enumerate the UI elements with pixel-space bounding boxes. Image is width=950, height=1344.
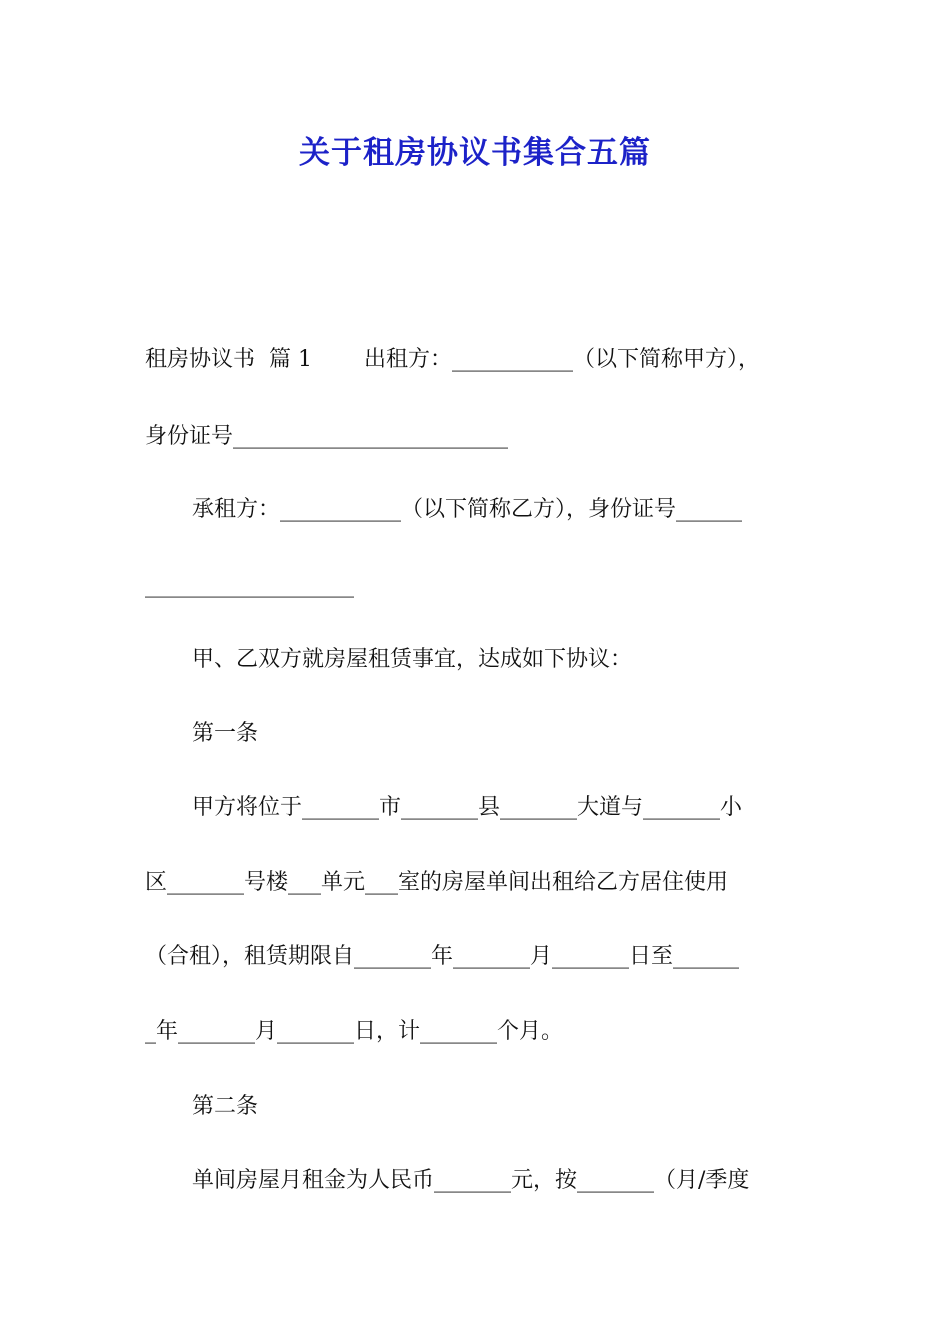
paragraph-line-3: 承租方：___________（以下简称乙方），身份证号______: [192, 497, 743, 522]
document-title: 关于租房协议书集合五篇: [299, 135, 651, 171]
section-heading: 租房协议书 篇 1: [145, 347, 312, 372]
lessor-line: 出租方：___________（以下简称甲方），: [363, 347, 760, 372]
paragraph-line-12: 单间房屋月租金为人民币_______元，按_______（月/季度: [192, 1168, 750, 1193]
paragraph-line-8: 区_______号楼___单元___室的房屋单间出租给乙方居住使用: [145, 870, 729, 895]
paragraph-line-5: 甲、乙双方就房屋租赁事宜，达成如下协议：: [192, 647, 633, 672]
paragraph-line-1: [0, 340, 950, 380]
article-heading-2: 第二条: [192, 1094, 259, 1119]
article-heading-1: 第一条: [192, 721, 259, 746]
paragraph-line-10: _年_______月_______日，计_______个月。: [145, 1019, 564, 1044]
paragraph-line-9: （合租），租赁期限自_______年_______月_______日至______: [145, 944, 740, 969]
paragraph-line-4: ___________________: [145, 573, 354, 598]
paragraph-line-7: 甲方将位于_______市_______县_______大道与_______小: [192, 795, 743, 820]
paragraph-line-2: 身份证号_________________________: [145, 424, 509, 449]
